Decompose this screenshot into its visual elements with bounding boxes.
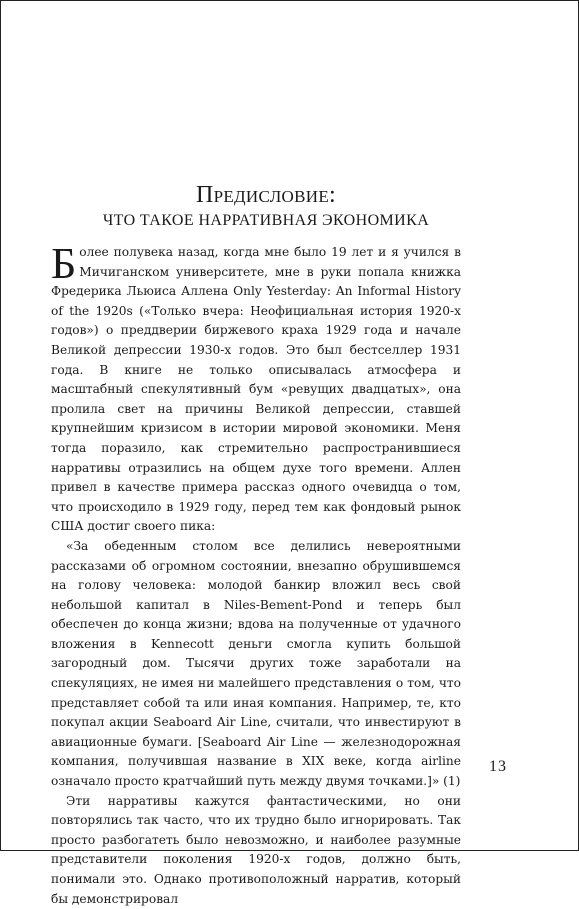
quote-paragraph: «За обеденным столом все делились невероятными рассказами об огромном состоянии, внезапно обрушившемся на голову человека: молодой банкир вложил весь свой небольшой капитал в Niles-Bement-Pond и теперь был обеспечен до конца жизни; вдова на полученные от удачного вложения в Kennecott деньги смогла купить большой загородный дом. Тысячи других тоже заработали на спекуляциях, не имея ни малейшего представления о том, что представляет собой та или иная компания. Например, те, кто покупал акции Seaboard Air Line, считали, что инвестируют в авиационные бумаги. [Seaboard Air Line — железнодорожная компания, получившая название в XIX веке, когда airline означало просто кратчайший путь между двумя точками.]» (1) [51, 538, 461, 789]
chapter-title-line1: Предисловие: [195, 182, 337, 208]
paragraph-1-text: олее полувека назад, когда мне было 19 лет и я учился в Мичиганском университете, мне в руки попала книжка Фредерика Льюиса Аллена Only Yesterday: An Informal History of the 1920s («Только вчера: Неофициальная история 1920-х годов») о преддверии биржевого краха 1929 года и начале Великой депрессии 1930-х годов. Это был бестселлер 1931 года. В книге не только описывалась атмосфера и масштабный спекулятивный бум «ревущих двадцатых», она пролила свет на причины Великой депрессии, ставшей крупнейшим кризисом в истории мировой экономики. Меня тогда поразило, как стремительно распространившиеся нарративы отразились на общем духе того времени. Аллен привел в качестве примера рассказ одного очевидца о том, что происходило в 1929 году, перед тем как фондовый рынок США достиг своего пика: [51, 245, 461, 534]
chapter-title-line2: ЧТО ТАКОЕ НАРРАТИВНАЯ ЭКОНОМИКА [102, 212, 430, 229]
paragraph-2: Эти нарративы кажутся фантастическими, но они повторялись так часто, что их трудно было игнорировать. Так просто разбогатеть было невозможно, и наиболее разумные представители поколения 1920-х годов, должно быть, понимали это. Однако противоположный нарратив, который бы демонстрировал [51, 793, 461, 906]
drop-cap: Б [51, 239, 77, 288]
chapter-title [61, 183, 471, 229]
page-number: 13 [489, 758, 507, 775]
paragraph-1 [51, 239, 461, 537]
chapter-body [51, 239, 461, 909]
